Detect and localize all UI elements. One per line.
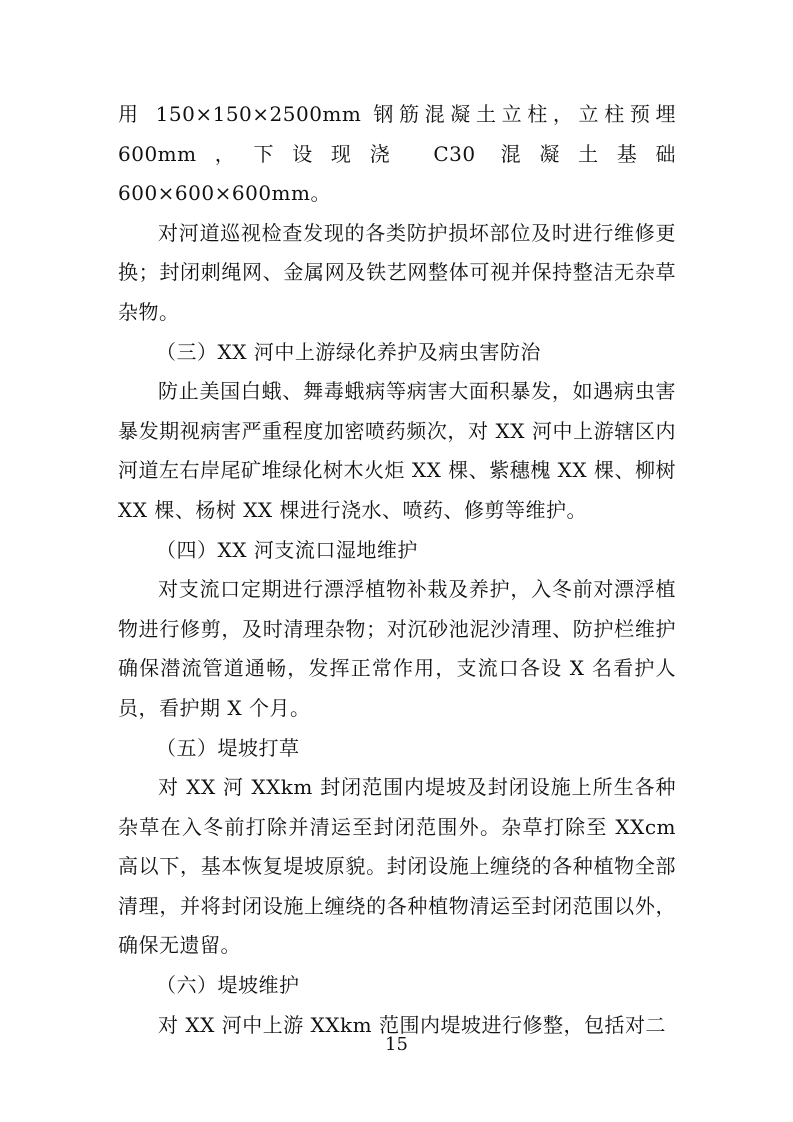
document-body xyxy=(118,95,676,1045)
paragraph-mowing: 对 XX 河 XXkm 封闭范围内堤坡及封闭设施上所生各种杂草在入冬前打除并清运至封闭范围外。杂草打除至 XXcm 高以下，基本恢复堤坡原貌。封闭设施上缠绕的各种植物全部清理，并将封闭设施上缠绕的各种植物清运至封闭范围以外，确保无遗留。 xyxy=(118,775,676,958)
paragraph-wetland-maintenance: 对支流口定期进行漂浮植物补栽及养护，入冬前对漂浮植物进行修剪，及时清理杂物；对沉砂池泥沙清理、防护栏维护确保潜流管道通畅，发挥正常作用，支流口各设 X 名看护人员，看护期 X 个月。 xyxy=(118,577,676,720)
paragraph-protection-repair: 对河道巡视检查发现的各类防护损坏部位及时进行维修更换；封闭刺绳网、金属网及铁艺网整体可视并保持整洁无杂草杂物。 xyxy=(118,220,676,324)
section-heading-wetland: （四）XX 河支流口湿地维护 xyxy=(156,537,418,562)
page-number: 15 xyxy=(385,1034,408,1055)
section-heading-slope: （六）堤坡维护 xyxy=(156,973,300,998)
section-heading-mowing: （五）堤坡打草 xyxy=(156,735,300,760)
paragraph-pest-control: 防止美国白蛾、舞毒蛾病等病害大面积暴发，如遇病虫害暴发期视病害严重程度加密喷药频次，对 XX 河中上游辖区内河道左右岸尾矿堆绿化树木火炬 XX 棵、紫穗槐 XX 棵、柳树 XX 棵、杨树 XX 棵进行浇水、喷药、修剪等维护。 xyxy=(118,379,676,522)
section-heading-greening: （三）XX 河中上游绿化养护及病虫害防治 xyxy=(156,339,541,364)
paragraph-column-spec: 用 150×150×2500mm 钢筋混凝土立柱，立柱预埋 600mm，下设现浇 C30 混凝土基础 600×600×600mm。 xyxy=(118,102,676,206)
paragraph-slope-maintenance: 对 XX 河中上游 XXkm 范围内堤坡进行修整，包括对二 xyxy=(158,1012,666,1037)
